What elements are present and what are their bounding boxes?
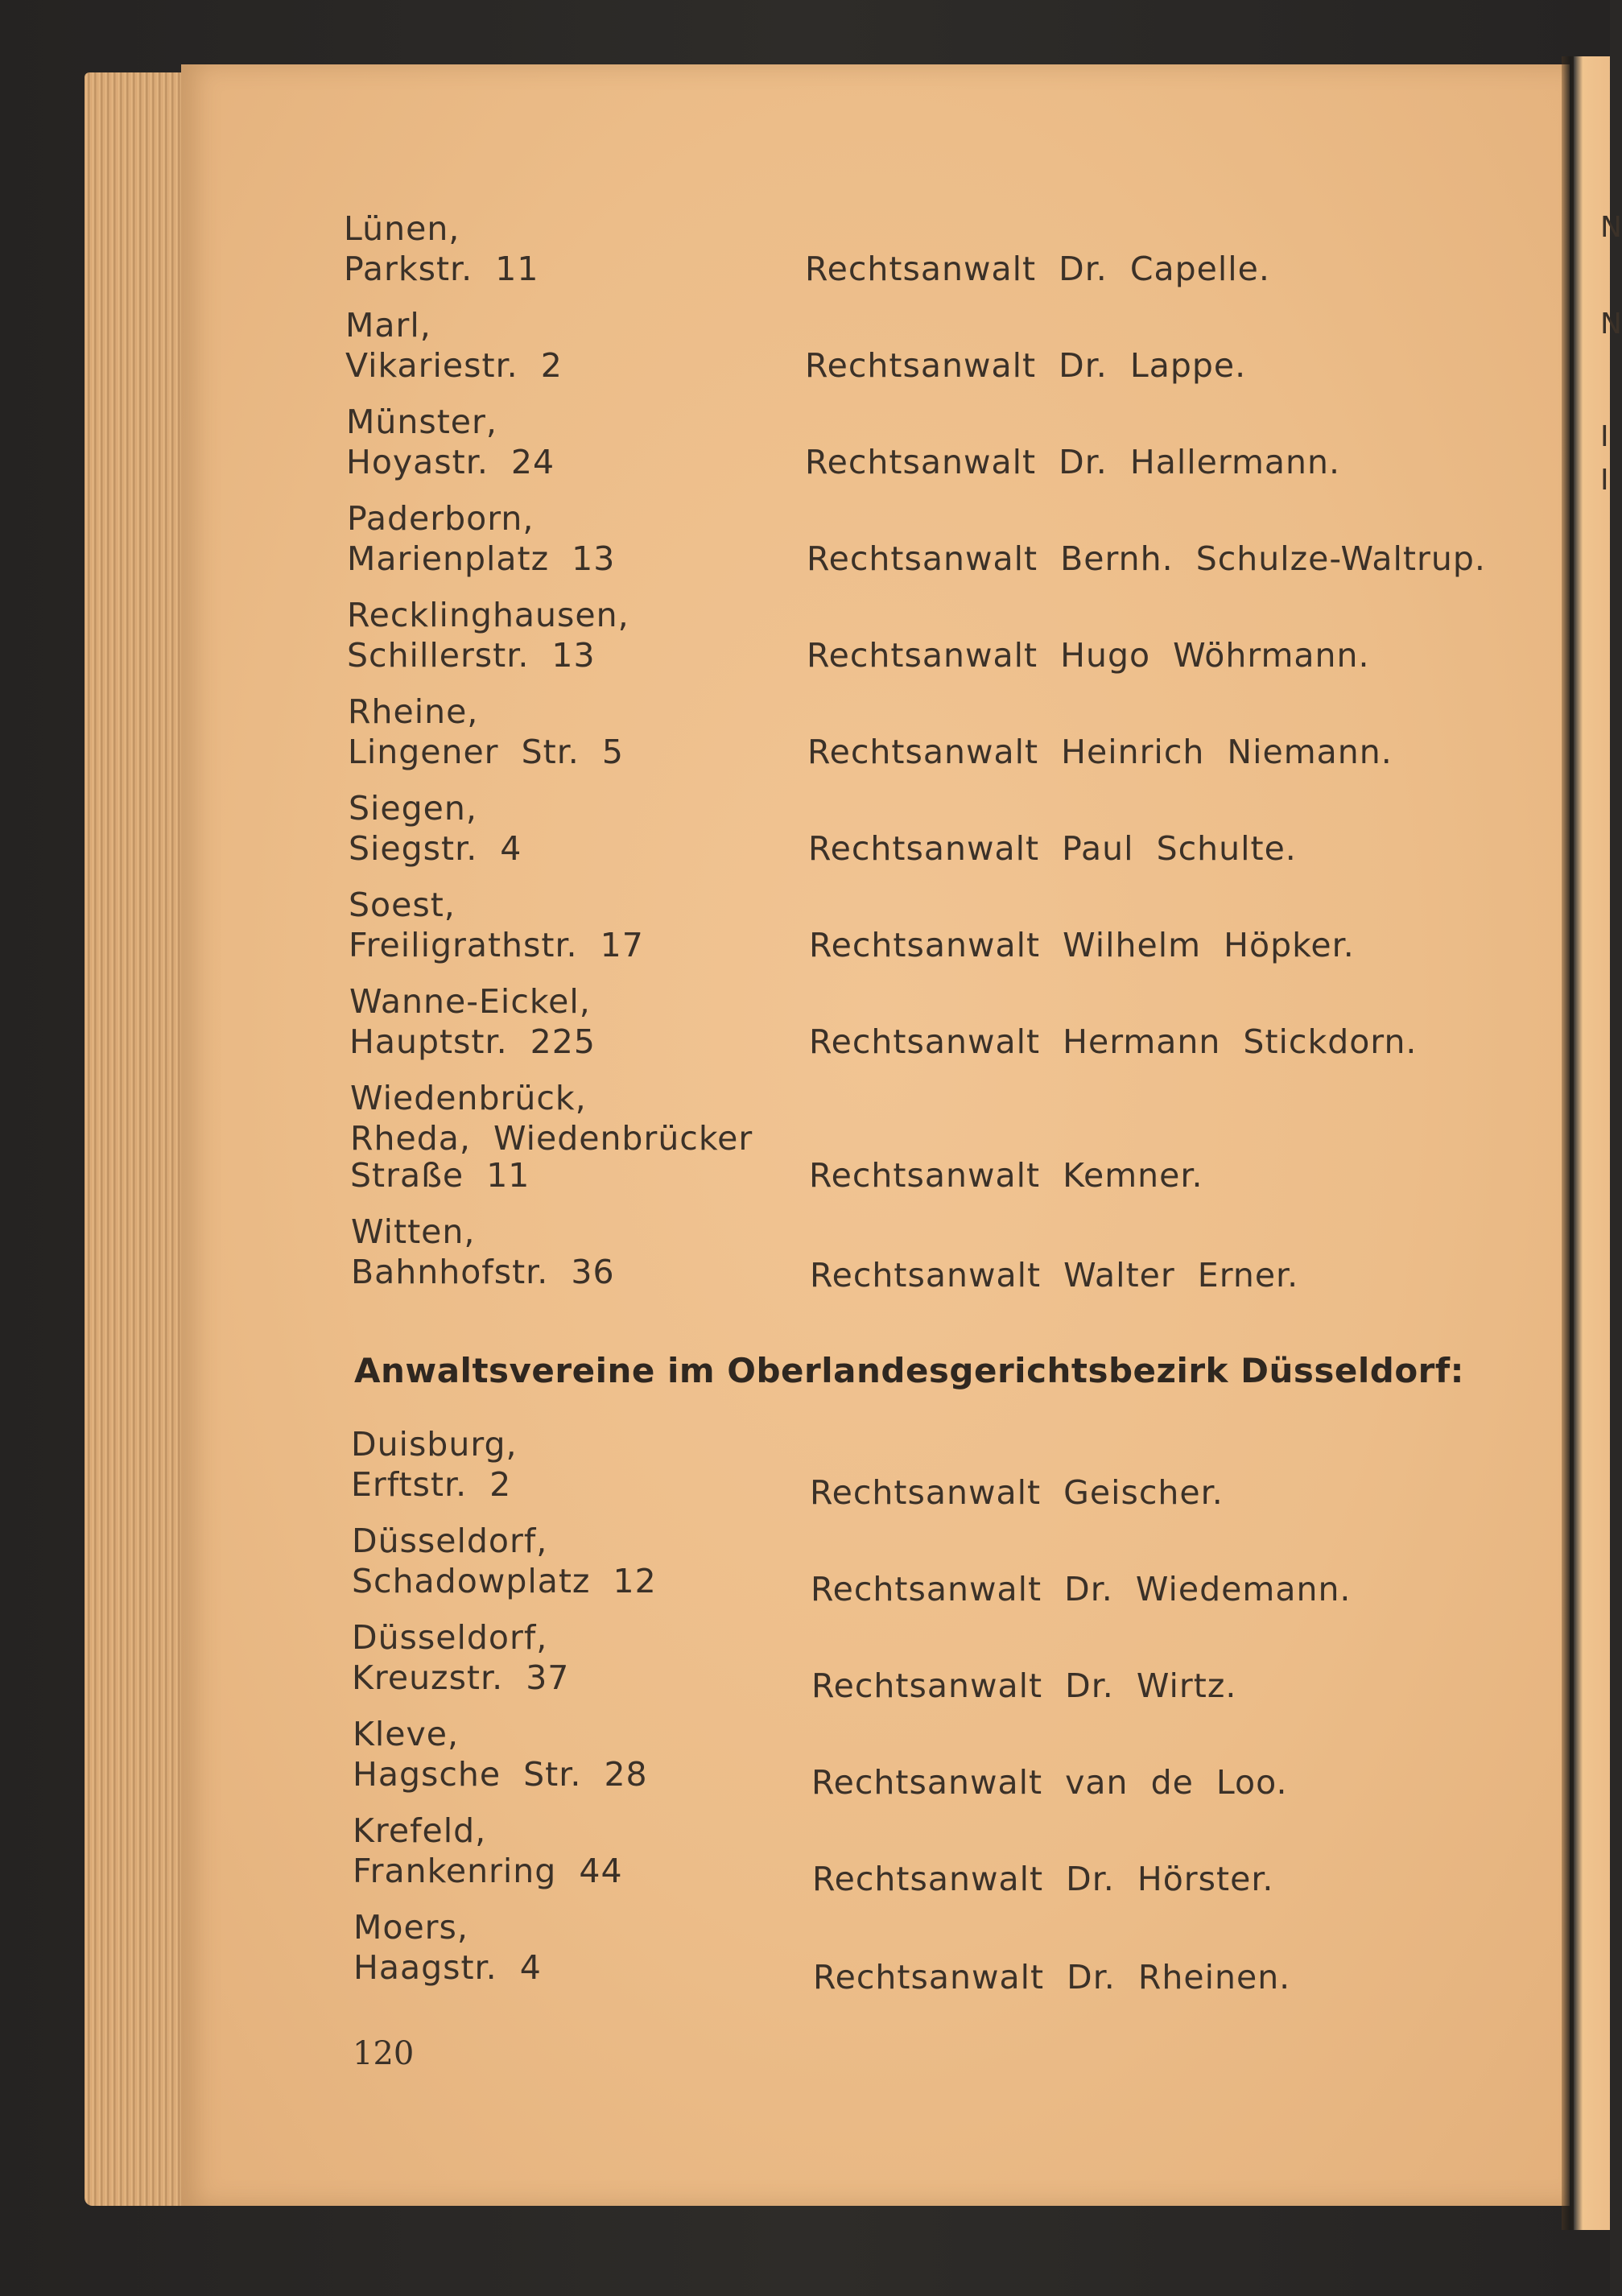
entry-city: Kleve, [353,1715,460,1753]
facing-page-letter: I [1600,420,1609,453]
entry-address: Schillerstr. 13 [347,636,596,675]
entry-address: Freiligrathstr. 17 [349,926,644,964]
entry-lawyer: Rechtsanwalt Hugo Wöhrmann. [807,636,1370,675]
entry-address: Schadowplatz 12 [352,1562,657,1600]
entry-lawyer: Rechtsanwalt Dr. Capelle. [805,250,1270,288]
page-edges [85,72,189,2206]
entry-address: Parkstr. 11 [344,250,539,288]
entry-city: Soest, [349,886,456,924]
entry-city: Duisburg, [351,1425,518,1464]
entry-address: Erftstr. 2 [351,1465,512,1504]
entry-lawyer: Rechtsanwalt Dr. Wirtz. [811,1666,1237,1705]
entry-address: Siegstr. 4 [349,829,522,868]
entry-lawyer: Rechtsanwalt Dr. Lappe. [805,346,1247,385]
entry-address: Straße 11 [350,1156,530,1195]
entry-lawyer: Rechtsanwalt Dr. Wiedemann. [811,1570,1352,1608]
entry-address: Bahnhofstr. 36 [351,1253,615,1291]
entry-lawyer: Rechtsanwalt Dr. Hallermann. [805,443,1341,481]
entry-address: Hoyastr. 24 [346,443,555,481]
entry-address: Frankenring 44 [353,1852,623,1890]
entry-city: Moers, [353,1908,468,1947]
entry-lawyer: Rechtsanwalt Hermann Stickdorn. [809,1022,1418,1061]
section-heading: Anwaltsvereine im Oberlandesgerichtsbezirk Düsseldorf: [354,1351,1464,1390]
entry-city: Düsseldorf, [352,1618,548,1657]
entry-lawyer: Rechtsanwalt Walter Erner. [810,1256,1299,1295]
entry-lawyer: Rechtsanwalt Bernh. Schulze-Waltrup. [807,539,1486,578]
entry-city: Paderborn, [347,499,534,538]
entry-lawyer: Rechtsanwalt Kemner. [809,1156,1203,1195]
facing-page-letter: N [1600,211,1622,244]
entry-address: Marienplatz 13 [347,539,616,578]
entry-city: Recklinghausen, [347,596,629,634]
entry-address: Rheda, Wiedenbrücker [350,1119,753,1158]
entry-city: Rheine, [348,692,479,731]
entry-city: Lünen, [344,209,460,248]
entry-address: Hagsche Str. 28 [353,1755,648,1794]
entry-city: Krefeld, [353,1811,487,1850]
entry-lawyer: Rechtsanwalt Wilhelm Höpker. [809,926,1355,964]
entry-city: Siegen, [349,789,477,828]
entry-lawyer: Rechtsanwalt Heinrich Niemann. [807,733,1393,771]
entry-address: Haagstr. 4 [353,1948,542,1987]
facing-page-letter: I [1600,464,1609,497]
entry-lawyer: Rechtsanwalt Paul Schulte. [808,829,1297,868]
entry-city: Düsseldorf, [352,1522,548,1560]
entry-city: Münster, [346,403,497,441]
entry-address: Hauptstr. 225 [349,1022,596,1061]
entry-lawyer: Rechtsanwalt Geischer. [810,1473,1224,1512]
entry-city: Witten, [351,1212,476,1251]
entry-address: Lingener Str. 5 [348,733,624,771]
entry-city: Marl, [345,306,431,345]
entry-lawyer: Rechtsanwalt Dr. Hörster. [812,1860,1274,1898]
entry-city: Wanne-Eickel, [349,982,591,1021]
entry-lawyer: Rechtsanwalt Dr. Rheinen. [813,1958,1291,1997]
entry-address: Kreuzstr. 37 [352,1658,570,1697]
page-number: 120 [353,2035,415,2072]
entry-lawyer: Rechtsanwalt van de Loo. [811,1763,1288,1802]
entry-address: Vikariestr. 2 [345,346,563,385]
entry-city: Wiedenbrück, [350,1079,587,1117]
facing-page-letter: N [1600,308,1622,341]
facing-page-edge [1574,56,1610,2230]
